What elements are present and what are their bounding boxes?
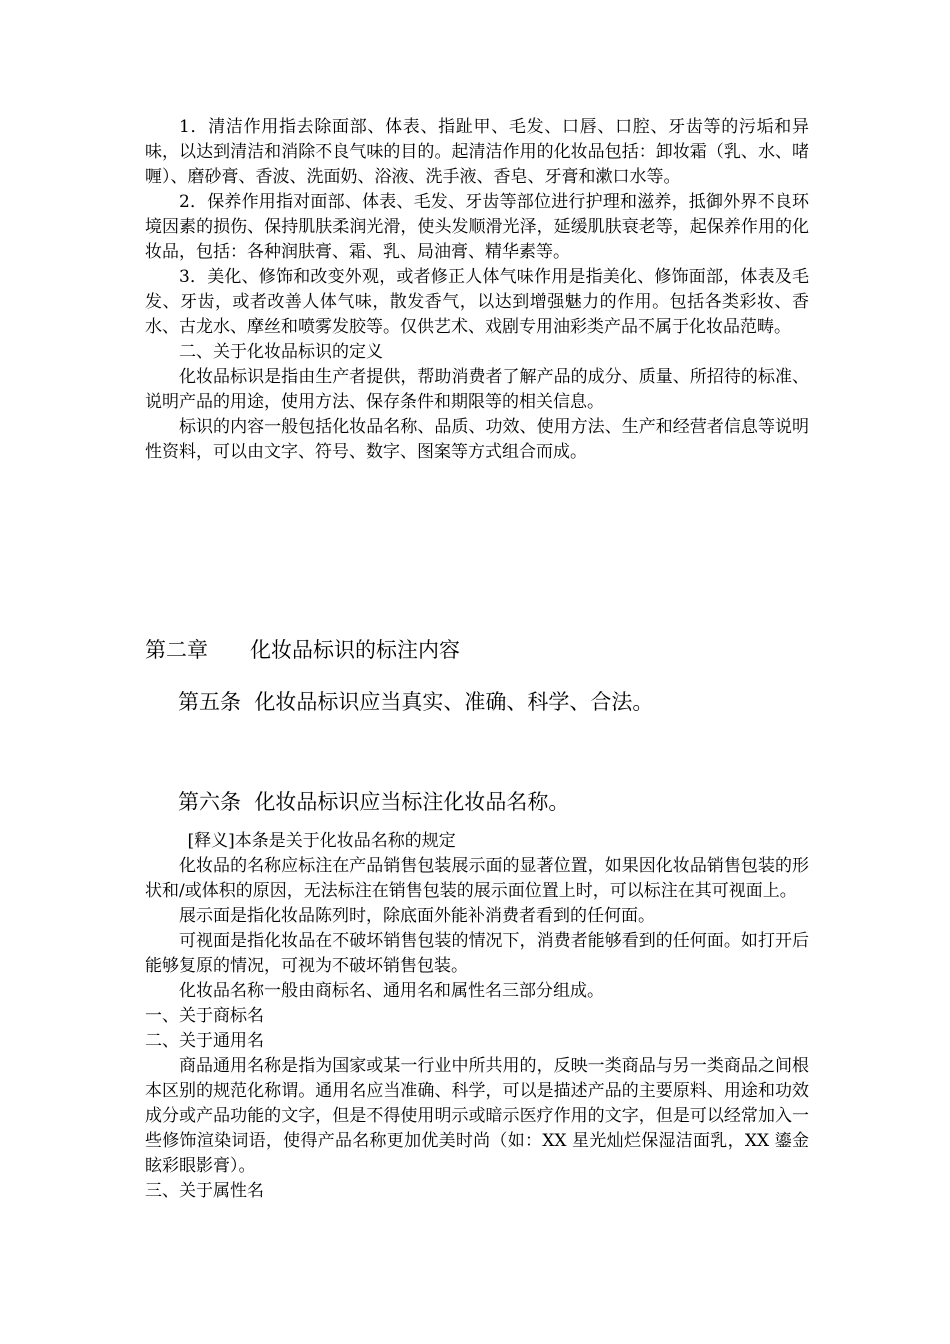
heading-trademark-name: 一、关于商标名 <box>145 1006 264 1026</box>
paragraph-label-definition: 化妆品标识是指由生产者提供，帮助消费者了解产品的成分、质量、所招待的标准、说明产品的用途，使用方法、保存条件和期限等的相关信息。 <box>145 367 809 412</box>
article-five-block <box>145 687 809 717</box>
paragraph-beautify-function: 3．美化、修饰和改变外观，或者修正人体气味作用是指美化、修饰面部，体表及毛发、牙齿，或者改善人体气味，散发香气，以达到增强魅力的作用。包括各类彩妆、香水、古龙水、摩丝和喷雾发胶等。仅供艺术、戏剧专用油彩类产品不属于化妆品范畴。 <box>145 267 809 337</box>
heading-attribute-name: 三、关于属性名 <box>145 1181 264 1201</box>
article-five-title: 第五条 化妆品标识应当真实、准确、科学、合法。 <box>178 690 654 714</box>
heading-generic-name: 二、关于通用名 <box>145 1031 264 1051</box>
paragraph-name-placement: 化妆品的名称应标注在产品销售包装展示面的显著位置，如果因化妆品销售包装的形状和/或体积的原因，无法标注在销售包装的展示面位置上时，可以标注在其可视面上。 <box>145 856 809 901</box>
paragraph-care-function: 2．保养作用指对面部、体表、毛发、牙齿等部位进行护理和滋养，抵御外界不良环境因素的损伤、保持肌肤柔润光滑，使头发顺滑光泽，延缓肌肤衰老等，起保养作用的化妆品，包括：各种润肤膏、霜、乳、局油膏、精华素等。 <box>145 192 809 262</box>
chapter-heading-block <box>145 635 809 665</box>
article-six-block <box>145 787 809 817</box>
paragraph-cleaning-function: 1．清洁作用指去除面部、体表、指趾甲、毛发、口唇、口腔、牙齿等的污垢和异味，以达到清洁和消除不良气味的目的。起清洁作用的化妆品包括：卸妆霜（乳、水、啫喱）、磨砂膏、香波、洗面奶、浴液、洗手液、香皂、牙膏和漱口水等。 <box>145 117 809 187</box>
paragraph-generic-name: 商品通用名称是指为国家或某一行业中所共用的，反映一类商品与另一类商品之间根本区别的规范化称谓。通用名应当准确、科学，可以是描述产品的主要原料、用途和功效成分或产品功能的文字，但是不得使用明示或暗示医疗作用的文字，但是可以经常加入一些修饰渲染词语，使得产品名称更加优美时尚（如：XX 星光灿烂保湿洁面乳，XX 鎏金眩彩眼影膏）。 <box>145 1056 809 1176</box>
paragraph-display-surface: 展示面是指化妆品陈列时，除底面外能补消费者看到的任何面。 <box>179 906 655 926</box>
paragraph-name-composition: 化妆品名称一般由商标名、通用名和属性名三部分组成。 <box>179 981 604 1001</box>
heading-label-definition: 二、关于化妆品标识的定义 <box>179 342 383 362</box>
chapter-title: 第二章 化妆品标识的标注内容 <box>145 638 460 662</box>
paragraph-interpretation: [释义]本条是关于化妆品名称的规定 <box>187 831 456 851</box>
section-product-name <box>145 829 809 1204</box>
section-functions <box>145 115 809 465</box>
paragraph-label-content: 标识的内容一般包括化妆品名称、品质、功效、使用方法、生产和经营者信息等说明性资料，可以由文字、符号、数字、图案等方式组合而成。 <box>145 417 809 462</box>
paragraph-visible-surface: 可视面是指化妆品在不破坏销售包装的情况下，消费者能够看到的任何面。如打开后能够复原的情况，可视为不破坏销售包装。 <box>145 931 809 976</box>
article-six-title: 第六条 化妆品标识应当标注化妆品名称。 <box>178 790 570 814</box>
